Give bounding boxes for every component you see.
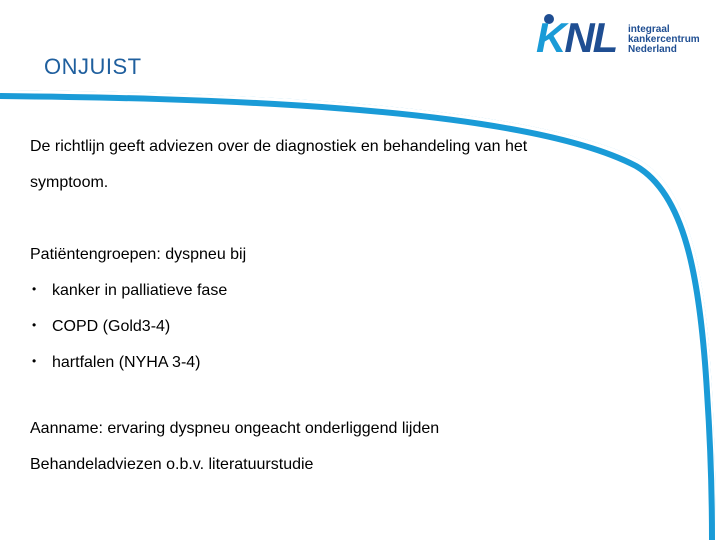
logo-text [628,25,700,55]
patient-groups-heading: Patiëntengroepen: dyspneu bij [30,246,247,263]
logo-line-1: integraal [628,24,670,35]
knl-logo [536,12,716,64]
bullet-icon: • [32,282,37,296]
list-item-label: hartfalen (NYHA 3-4) [52,354,201,371]
list-item-label: COPD (Gold3-4) [52,318,171,335]
list-item [30,318,170,336]
intro-line-1: De richtlijn geeft adviezen over de diagnostiek en behandeling van het [30,138,528,155]
slide-title: ONJUIST [44,54,142,79]
logo-line-2: kankercentrum [628,34,700,45]
bullet-icon: • [32,354,37,368]
advice-text: Behandeladviezen o.b.v. literatuurstudie [30,456,314,473]
assumption-text: Aanname: ervaring dyspneu ongeacht onderliggend lijden [30,420,440,437]
intro-line-2: symptoom. [30,174,109,191]
logo-mark: KNL [536,14,617,61]
list-item [30,354,201,372]
list-item [30,282,227,300]
logo-line-3: Nederland [628,44,677,55]
bullet-icon: • [32,318,37,332]
list-item-label: kanker in palliatieve fase [52,282,228,299]
